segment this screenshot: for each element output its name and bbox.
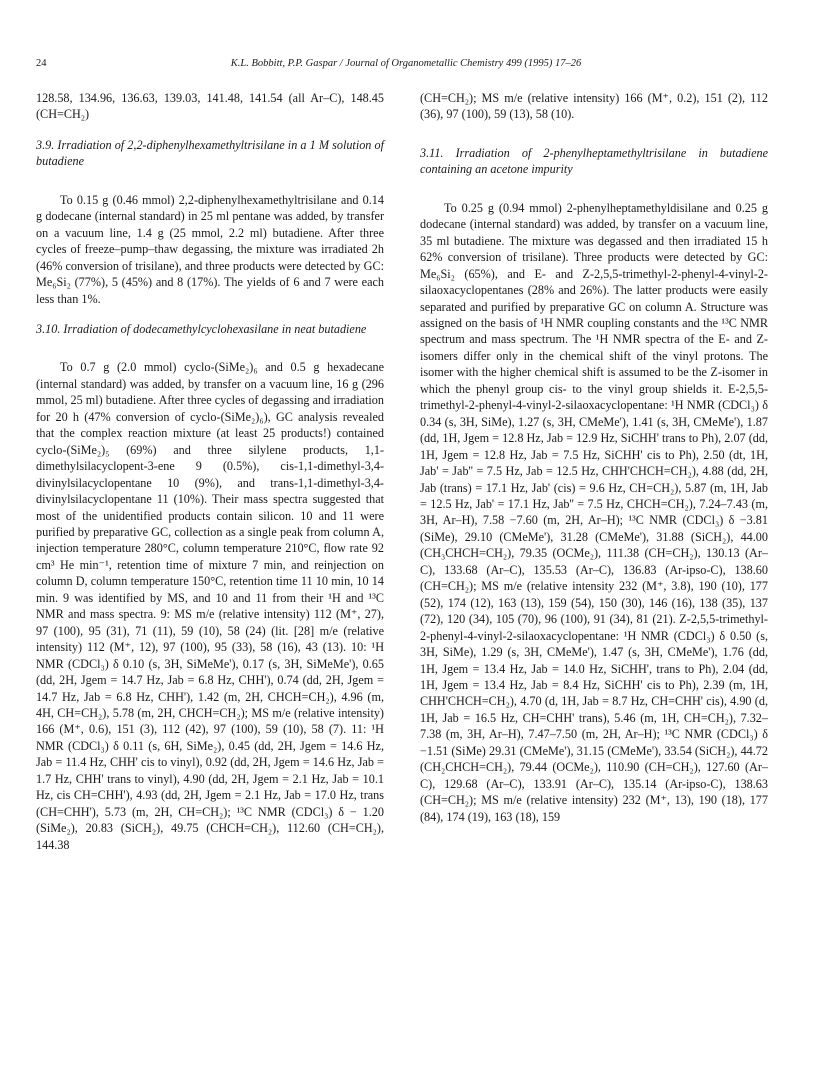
section-3-10-body: To 0.7 g (2.0 mmol) cyclo-(SiMe₂)₆ and 0.5 g hexadecane (internal standard) was added, by transfer on a vacuum line, 16 g (296 mmol, 25 ml) butadiene. After three cycles of degassing and irradiation for 20 h (47% conversion of cyclo-(SiMe₂)₆), GC analysis revealed that the complex reaction mixture (at least 25 products!) contained cyclo-(SiMe₂)₅ (69%) and three silylene products, 1,1-dimethylsilacyclopent-3-ene 9 (0.5%), cis-1,1-dimethyl-3,4-divinylsilacyclopentane 10 (9%), and trans-1,1-dimethyl-3,4-divinylsilacyclopentane 11 (10%). Their mass spectra suggested that most of the unidentified products contain silicon. 10 and 11 were purified by preparative GC, collection as a single peak from column A, injection temperature 280°C, column temperature 210°C, flow rate 92 cm³ He min⁻¹, retention time of mixture 7 min, and reinjection on column D, column temperature 150°C, retention time 11 10 min, 10 14 min. 9 was identified by MS, and 10 and 11 from their ¹H and ¹³C NMR and mass spectra. 9: MS m/e (relative intensity) 112 (M⁺, 27), 97 (100), 95 (31), 71 (11), 59 (10), 58 (24) (lit. [28] m/e (relative intensity) 112 (M⁺, 12), 97 (100), 95 (33), 58 (16), 43 (13). 10: ¹H NMR (CDCl₃) δ 0.10 (s, 3H, SiMeMe'), 0.17 (s, 3H, SiMeMe'), 0.65 (dd, 2H, Jgem = 14.7 Hz, Jab = 6.8 Hz, CHH'), 0.74 (dd, 2H, Jgem = 14.7 Hz, Jab = 6.8 Hz, CHH'), 1.42 (m, 2H, CHCH=CH₂), 4.96 (m, 4H, CH=CH₂), 5.78 (m, 2H, CHCH=CH₂); MS m/e (relative intensity) 166 (M⁺, 0.6), 151 (3), 112 (42), 97 (100), 59 (10), 58 (7). 11: ¹H NMR (CDCl₃) δ 0.11 (s, 6H, SiMe₂), 0.45 (dd, 2H, Jgem = 14.6 Hz, Jab = 11.4 Hz, CHH' cis to vinyl), 0.92 (dd, 2H, Jgem = 14.6 Hz, Jab = 1.7 Hz, CHH' trans to vinyl), 4.90 (dd, 2H, Jgem = 2.1 Hz, Jab = 10.1 Hz, cis CH=CHH'), 4.93 (dd, 2H, Jgem = 2.1 Hz, Jab = 17.0 Hz, trans (CH=CHH'), 5.73 (m, 2H, CH=CH₂); ¹³C NMR (CDCl₃) δ − 1.20 (SiMe₂), 20.83 (SiCH₂), 49.75 (CHCH=CH₂), 112.60 (CH=CH₂), 144.38 — [36, 360, 384, 852]
page-number: 24 — [36, 58, 47, 69]
section-3-10-heading: 3.10. Irradiation of dodecamethylcyclohexasilane in neat butadiene — [36, 321, 367, 336]
carry-over-text-left: 128.58, 134.96, 136.63, 139.03, 141.48, 141.54 (all Ar–C), 148.45 (CH=CH₂) — [36, 91, 384, 122]
left-column — [36, 90, 384, 853]
running-title: K.L. Bobbitt, P.P. Gaspar / Journal of Organometallic Chemistry 499 (1995) 17–26 — [230, 58, 582, 69]
section-3-11-heading: 3.11. Irradiation of 2-phenylheptamethyltrisilane in butadiene containing an acetone impurity — [420, 145, 768, 177]
carry-over-text-right: (CH=CH₂); MS m/e (relative intensity) 166 (M⁺, 0.2), 151 (2), 112 (36), 97 (100), 59 (13), 58 (10). — [420, 91, 768, 122]
section-3-9-body: To 0.15 g (0.46 mmol) 2,2-diphenylhexamethyltrisilane and 0.14 g dodecane (internal standard) in 25 ml pentane was added, by transfer on a vacuum line, 1.4 g (25 mmol, 2.2 ml) butadiene. After three cycles of freeze–pump–thaw degassing, the mixture was irradiated 2h (46% conversion of trisilane), and three products were detected by GC: Me₆Si₂ (77%), 5 (45%) and 8 (17%). The yields of 6 and 7 were each less than 1%. — [36, 192, 384, 306]
section-3-9-heading: 3.9. Irradiation of 2,2-diphenylhexamethyltrisilane in a 1 M solution of butadiene — [36, 137, 384, 169]
section-3-11-body: To 0.25 g (0.94 mmol) 2-phenylheptamethyldisilane and 0.25 g dodecane (internal standard) was added, by transfer on a vacuum line, 35 ml butadiene. The mixture was degassed and then irradiated 15 h 62% conversion of trisilane). Three products were detected by GC: Me₆Si₂ (65%), and E- and Z-2,5,5-trimethyl-2-phenyl-4-vinyl-2-silaoxacyclopentanes (28% and 26%). The latter products were easily separated and purified by preparative GC on column A. Structure was assigned on the basis of ¹H NMR coupling constants and the ¹³C NMR spectrum and mass spectrum. The ¹H NMR spectra of the E- and Z-isomers differ only in the chemical shift of the vinyl protons. The isomer with the higher chemical shift is assumed to be the Z-isomer in which the phenyl group cis- to the vinyl group shields it. E-2,5,5-trimethyl-2-phenyl-4-vinyl-2-silaoxacyclopentane: ¹H NMR (CDCl₃) δ 0.34 (s, 3H, SiMe), 1.27 (s, 3H, CMeMe'), 1.41 (s, 3H, CMeMe'), 1.87 (dd, 1H, Jgem = 12.8 Hz, Jab = 12.9 Hz, SiCHH' trans to Ph), 2.07 (dd, 1H, Jgem = 12.8 Hz, Jab = 7.5 Hz, SiCHH' cis to Ph), 2.50 (dt, 1H, Jab' = Jab'' = 7.5 Hz, Jab = 12.5 Hz, CHH'CHCH=CH₂), 4.88 (dd, 2H, Jab (trans) = 17.1 Hz, Jab' (cis) = 9.6 Hz, CH=CH₂), 5.87 (m, 1H, Jab = 12.5 Hz, Jab' = 17.1 Hz, Jab'' = 7.5 Hz, CHCH=CH₂), 7.24–7.43 (m, 3H, Ar–H), 7.58 −7.60 (m, 2H, Ar–H); ¹³C NMR (CDCl₃) δ −3.81 (SiMe), 29.10 (CMeMe'), 31.28 (CMeMe'), 31.88 (SiCH₂), 44.00 (CH₃CHCH=CH₂), 79.35 (OCMe₂), 111.38 (CH=CH₂), 130.13 (Ar–C), 133.68 (Ar–C), 135.53 (Ar–C), 136.83 (Ar-ipso-C), 138.60 (CH=CH₂); MS m/e (relative intensity 232 (M⁺, 3.8), 190 (10), 177 (52), 174 (12), 163 (13), 159 (54), 150 (30), 146 (16), 138 (35), 137 (72), 120 (34), 105 (70), 96 (100), 91 (34), 81 (21). Z-2,5,5-trimethyl-2-phenyl-4-vinyl-2-silaoxacyclopentane: ¹H NMR (CDCl₃) δ 0.50 (s, 3H, SiMe), 1.29 (s, 3H, CMeMe'), 1.47 (s, 3H, CMeMe'), 1.76 (dd, 1H, Jgem = 13.4 Hz, Jab = 14.0 Hz, SiCHH', trans to Ph), 2.04 (dd, 1H, Jgem = 13.4 Hz, Jab = 8.4 Hz, SiCHH' cis to Ph), 2.39 (m, 1H, CHH'CHCH=CH₂), 4.70 (d, 1H, Jab = 8.7 Hz, CH=CHH' cis), 4.90 (d, 1H, Jab = 16.5 Hz, CH=CHH' trans), 5.46 (m, 1H, CH=CH₂), 7.32–7.38 (m, 3H, Ar–H), 7.47–7.50 (m, 2H, Ar–H); ¹³C NMR (CDCl₃) δ −1.51 (SiMe) 29.31 (CMeMe'), 31.15 (CMeMe'), 33.54 (SiCH₂), 44.72 (CH₂CHCH=CH₂), 79.44 (OCMe₂), 110.90 (CH=CH₂), 127.60 (Ar–C), 129.68 (Ar–C), 133.91 (Ar–C), 135.14 (Ar-ipso-C), 138.63 (CH=CH₂); MS m/e (relative intensity) 232 (M⁺, 13), 190 (18), 177 (84), 174 (19), 163 (18), 159 — [420, 200, 768, 824]
right-column — [420, 90, 768, 825]
